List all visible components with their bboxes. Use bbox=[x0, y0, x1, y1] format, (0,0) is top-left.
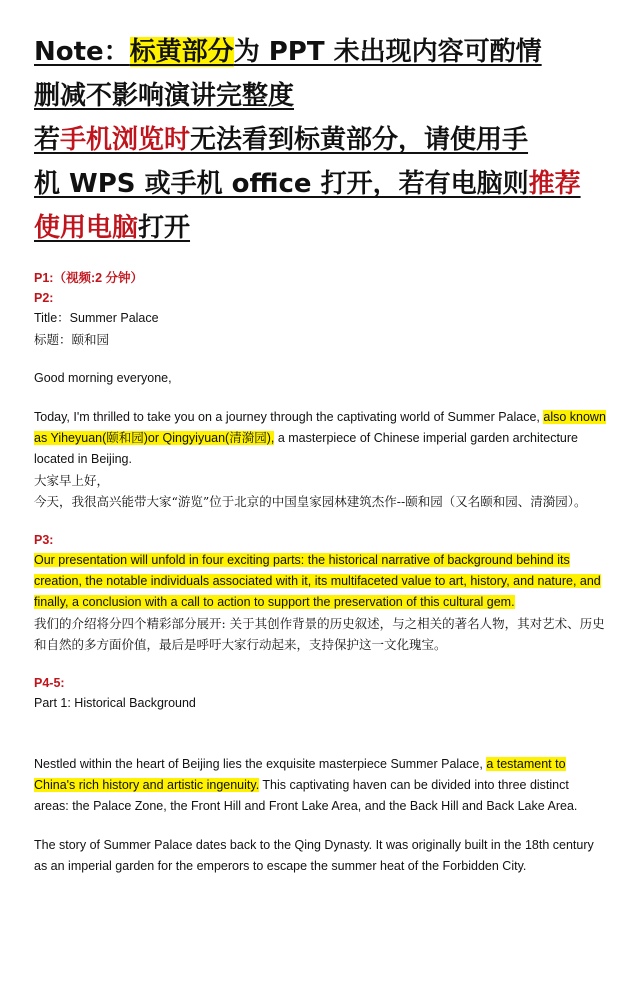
p3-label: P3: bbox=[34, 533, 54, 547]
note-highlight: 标黄部分 bbox=[129, 37, 234, 67]
intro-highlight: also known as Yiheyuan(颐和园)or Qingyiyuan(清漪园), bbox=[34, 410, 606, 445]
greeting-en: Good morning everyone, bbox=[34, 371, 172, 385]
p2-label: P2: bbox=[34, 291, 54, 305]
title-en: Title：Summer Palace bbox=[34, 311, 159, 325]
p3-highlight: Our presentation will unfold in four exciting parts: the historical narrative of background behind its creation, the notable individuals associated with it, its multifaceted value to art, history, and nature, and finally, a conclusion with a call to action to support the preservation of this cultural gem. bbox=[34, 553, 601, 609]
p3-en bbox=[34, 550, 606, 613]
note-block bbox=[34, 30, 606, 250]
para1-en: Nestled within the heart of Beijing lies the exquisite masterpiece Summer Palace, a testament to China's rich history and artistic ingenuity. This captivating haven can be divided into three distinct areas: the Palace Zone, the Front Hill and Front Lake Area, and the Back Hill and Back Lake Area. bbox=[34, 757, 578, 813]
p45-label: P4-5: bbox=[34, 676, 65, 690]
part1-heading: Part 1: Historical Background bbox=[34, 696, 196, 710]
note-line-4: 机 WPS 或手机 office 打开，若有电脑则推荐 bbox=[34, 169, 581, 199]
para1-highlight: a testament to China's rich history and artistic ingenuity. bbox=[34, 757, 566, 792]
note-line-3: 若手机浏览时无法看到标黄部分，请使用手 bbox=[34, 125, 529, 155]
note-line-2: 删减不影响演讲完整度 bbox=[34, 81, 295, 111]
p1-label: P1:（视频:2 分钟） bbox=[34, 271, 144, 285]
para2-en: The story of Summer Palace dates back to the Qing Dynasty. It was originally built in the 18th century as an imperial garden for the emperors to escape the summer heat of the Forbidden City. bbox=[34, 838, 594, 873]
intro-zh: 今天，我很高兴能带大家“游览”位于北京的中国皇家园林建筑杰作--颐和园（又名颐和园、清漪园）。 bbox=[34, 494, 587, 509]
p3-zh: 我们的介绍将分四个精彩部分展开: 关于其创作背景的历史叙述，与之相关的著名人物，其对艺术、历史和自然的多方面价值，最后是呼吁大家行动起来，支持保护这一文化瑰宝。 bbox=[34, 616, 605, 652]
note-line-1: Note：标黄部分为 PPT 未出现内容可酌情 bbox=[34, 37, 542, 67]
greeting-zh: 大家早上好， bbox=[34, 473, 110, 488]
title-zh: 标题：颐和园 bbox=[34, 332, 110, 347]
note-line-5: 使用电脑打开 bbox=[34, 213, 191, 243]
intro-en: Today, I'm thrilled to take you on a journey through the captivating world of Summer Palace, also known as Yiheyuan(颐和园)or Qingyiyuan(清漪园), a masterpiece of Chinese imperial garden architecture located in Beijing. bbox=[34, 410, 606, 466]
